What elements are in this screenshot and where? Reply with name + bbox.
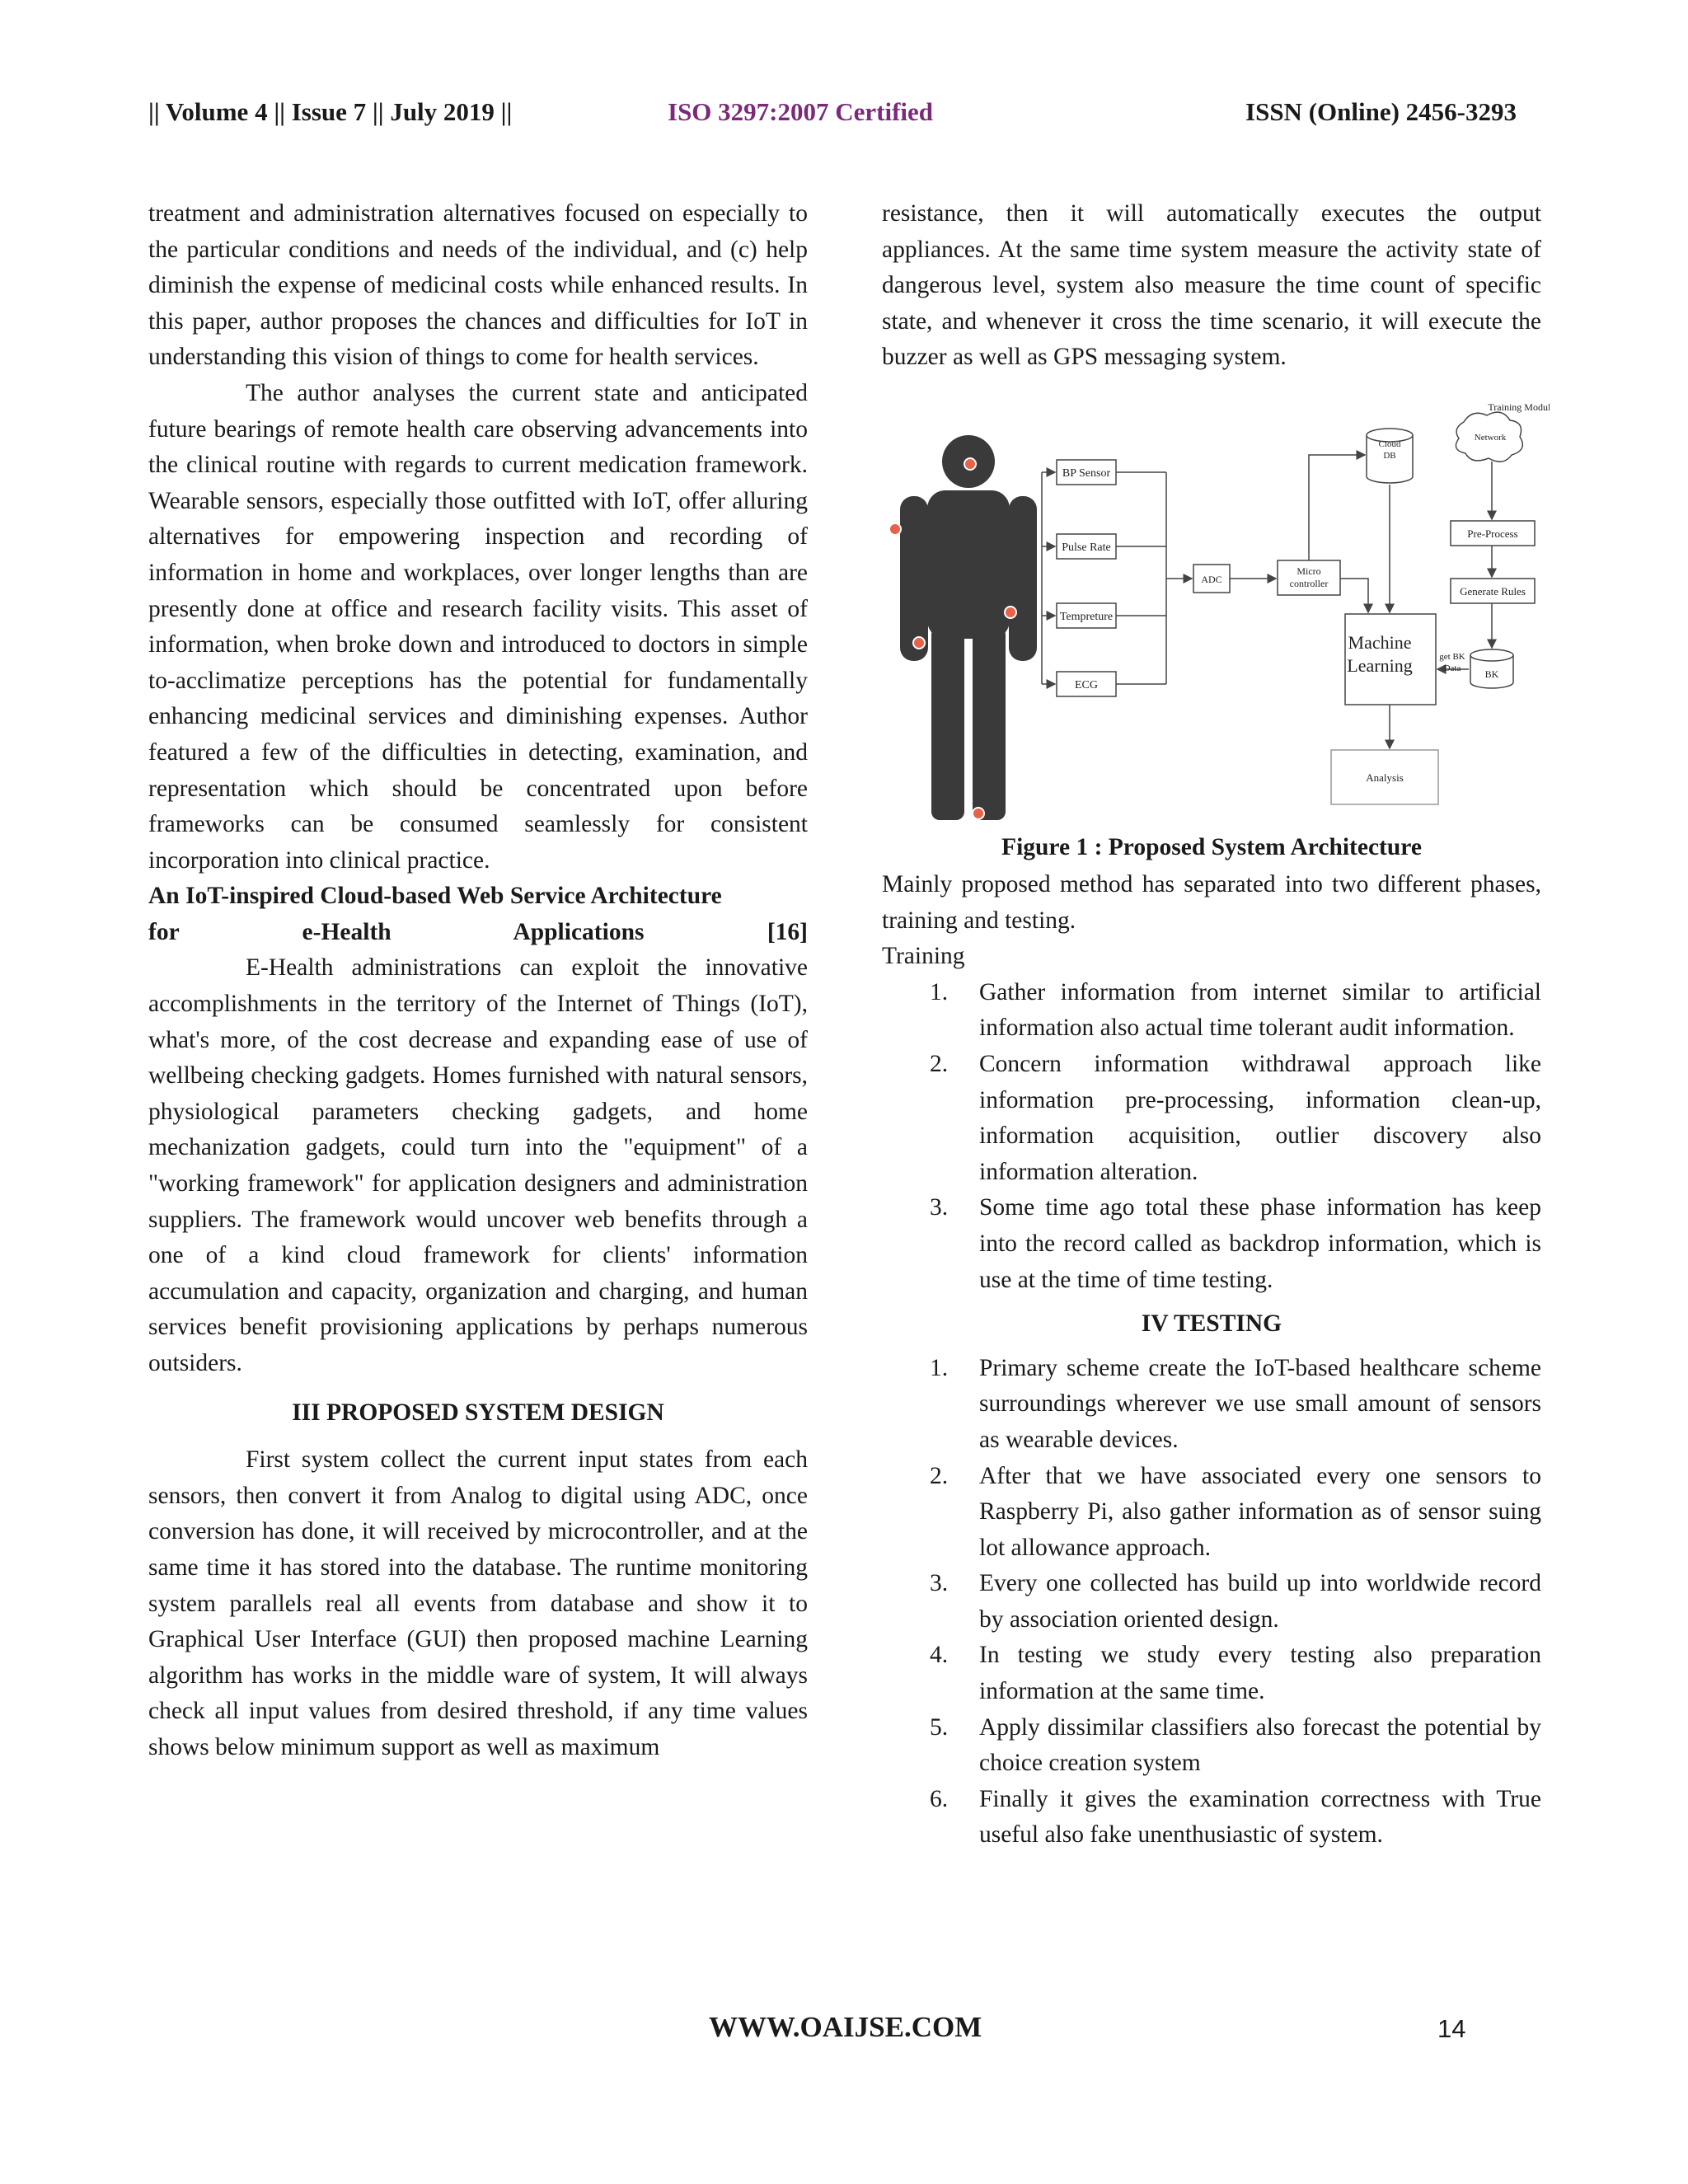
- list-item-number: 5.: [930, 1713, 949, 1741]
- list-item: [882, 1047, 1541, 1190]
- training-label: Training: [882, 943, 965, 970]
- right-column-bottom: [882, 867, 1541, 1854]
- right-column-top: [882, 196, 1541, 376]
- list-item-number: 1.: [930, 978, 949, 1005]
- controller-label: controller: [1289, 578, 1329, 589]
- training-list: [882, 975, 1541, 1298]
- issn: ISSN (Online) 2456-3293: [1245, 97, 1517, 126]
- bp-sensor-label: BP Sensor: [1062, 467, 1111, 480]
- cloud-label: Cloud: [1378, 439, 1401, 449]
- bk-label: BK: [1484, 668, 1499, 680]
- analysis-label: Analysis: [1366, 771, 1404, 784]
- list-item-number: 1.: [930, 1354, 949, 1381]
- list-item-text: Every one collected has build up into worldwide record by association oriented design.: [979, 1570, 1541, 1633]
- page-number: 14: [1437, 2014, 1466, 2043]
- micro-label: Micro: [1296, 565, 1321, 577]
- list-item-text: Finally it gives the examination correctness with True useful also fake unenthusiastic of system.: [979, 1785, 1541, 1849]
- section-title-continued: for e-Health Applications [16]: [148, 918, 808, 945]
- list-item: [882, 1782, 1541, 1854]
- list-item-number: 4.: [930, 1642, 949, 1669]
- network-label: Network: [1474, 433, 1507, 443]
- list-item: [882, 1566, 1541, 1638]
- list-item-text: Gather information from internet similar to artificial information also actual time tolerant audit information.: [979, 978, 1541, 1042]
- generate-rules-label: Generate Rules: [1460, 585, 1526, 598]
- bk-data-label: Data: [1443, 663, 1461, 673]
- list-item-text: Some time ago total these phase information has keep into the record called as backdrop information, which is use at the time of time testing.: [979, 1194, 1541, 1293]
- adc-label: ADC: [1201, 574, 1222, 585]
- figure-caption: Figure 1 : Proposed System Architecture: [1001, 834, 1422, 860]
- ecg-label: ECG: [1075, 679, 1098, 691]
- journal-volume: || Volume 4 || Issue 7 || July 2019 ||: [148, 97, 513, 126]
- architecture-figure: [882, 404, 1550, 832]
- list-item: [882, 1351, 1541, 1459]
- left-column: [148, 196, 808, 1766]
- section-heading: III PROPOSED SYSTEM DESIGN: [292, 1399, 664, 1426]
- list-item-text: Concern information withdrawal approach like information pre-processing, information clean-up, information acquisition, outlier discovery also information alteration.: [979, 1050, 1541, 1185]
- list-item-number: 2.: [930, 1050, 949, 1077]
- section-heading: IV TESTING: [1141, 1310, 1282, 1338]
- list-item-number: 2.: [930, 1462, 949, 1489]
- list-item: [882, 1459, 1541, 1567]
- list-item: [882, 1190, 1541, 1298]
- list-item-text: Primary scheme create the IoT-based healthcare scheme surroundings wherever we use small amount of sensors as wearable devices.: [979, 1354, 1541, 1453]
- paragraph: treatment and administration alternatives focused on especially to the particular conditions and needs of the individual, and (c) help diminish the expense of medicinal costs while enhanced results. In this paper, author proposes the chances and difficulties for IoT in understanding this vision of things to come for health services.: [148, 200, 808, 371]
- list-item-text: In testing we study every testing also preparation information at the same time.: [979, 1642, 1541, 1705]
- section-title: An IoT-inspired Cloud-based Web Service Architecture: [148, 883, 722, 910]
- training-module-label: Training Module: [1488, 404, 1550, 413]
- machine-label: Machine: [1348, 632, 1412, 653]
- list-item-number: 3.: [930, 1570, 949, 1597]
- get-bk-label: get BK: [1439, 652, 1465, 662]
- architecture-diagram: [882, 404, 1550, 832]
- paragraph: First system collect the current input states from each sensors, then convert it from Analog to digital using ADC, once conversion has done, it will received by microcontroller, and at the same time it has stored into the database. The runtime monitoring system parallels real all events from database and show it to Graphical User Interface (GUI) then proposed machine Learning algorithm has works in the middle ware of system, It will always check all input values from desired threshold, if any time values shows below minimum support as well as maximum: [148, 1446, 808, 1760]
- human-figure: [900, 435, 1037, 820]
- paragraph: The author analyses the current state and anticipated future bearings of remote health care observing advancements into the clinical routine with regards to current medication framework. Wearable sensors, especially those outfitted with IoT, offer alluring alternatives for empowering inspection and recording of information in home and workplaces, over longer lengths than are presently done at office and research facility visits. This asset of information, when broke down and introduced to doctors in simple to-acclimatize perceptions has the potential for fundamentally enhancing medicinal services and diminishing expenses. Author featured a few of the difficulties in detecting, examination, and representation which should be concentrated upon before frameworks can be consumed seamlessly for consistent incorporation into clinical practice.: [148, 379, 808, 874]
- paragraph: resistance, then it will automatically executes the output appliances. At the same time system measure the activity state of dangerous level, system also measure the time count of specific state, and whenever it cross the time scenario, it will execute the buzzer as well as GPS messaging system.: [882, 200, 1541, 371]
- pulse-rate-label: Pulse Rate: [1062, 541, 1111, 554]
- paragraph: E-Health administrations can exploit the innovative accomplishments in the territory of the Internet of Things (IoT), what's more, of the cost decrease and expanding ease of use of wellbeing checking gadgets. Homes furnished with natural sensors, physiological parameters checking gadgets, and home mechanization gadgets, could turn into the "equipment" of a "working framework" for application designers and administration suppliers. The framework would uncover web benefits through a one of a kind cloud framework for clients' information accumulation and capacity, organization and charging, and human services benefit provisioning applications by perhaps numerous outsiders.: [148, 954, 808, 1376]
- learning-label: Learning: [1347, 655, 1413, 676]
- list-item: [882, 975, 1541, 1047]
- list-item-text: After that we have associated every one sensors to Raspberry Pi, also gather information as of sensor suing lot allowance approach.: [979, 1462, 1541, 1561]
- footer-url: WWW.OAIJSE.COM: [709, 2011, 982, 2043]
- testing-list: [882, 1351, 1541, 1854]
- list-item-text: Apply dissimilar classifiers also forecast the potential by choice creation system: [979, 1713, 1541, 1777]
- list-item: [882, 1710, 1541, 1782]
- pre-process-label: Pre-Process: [1467, 527, 1518, 540]
- list-item-number: 6.: [930, 1785, 949, 1812]
- list-item-number: 3.: [930, 1194, 949, 1221]
- tempreture-label: Tempreture: [1059, 611, 1114, 623]
- paragraph: Mainly proposed method has separated into two different phases, training and testing.: [882, 871, 1541, 934]
- iso-certification: ISO 3297:2007 Certified: [668, 97, 934, 126]
- list-item: [882, 1638, 1541, 1709]
- page-header: [148, 97, 1517, 130]
- db-label: DB: [1383, 451, 1396, 461]
